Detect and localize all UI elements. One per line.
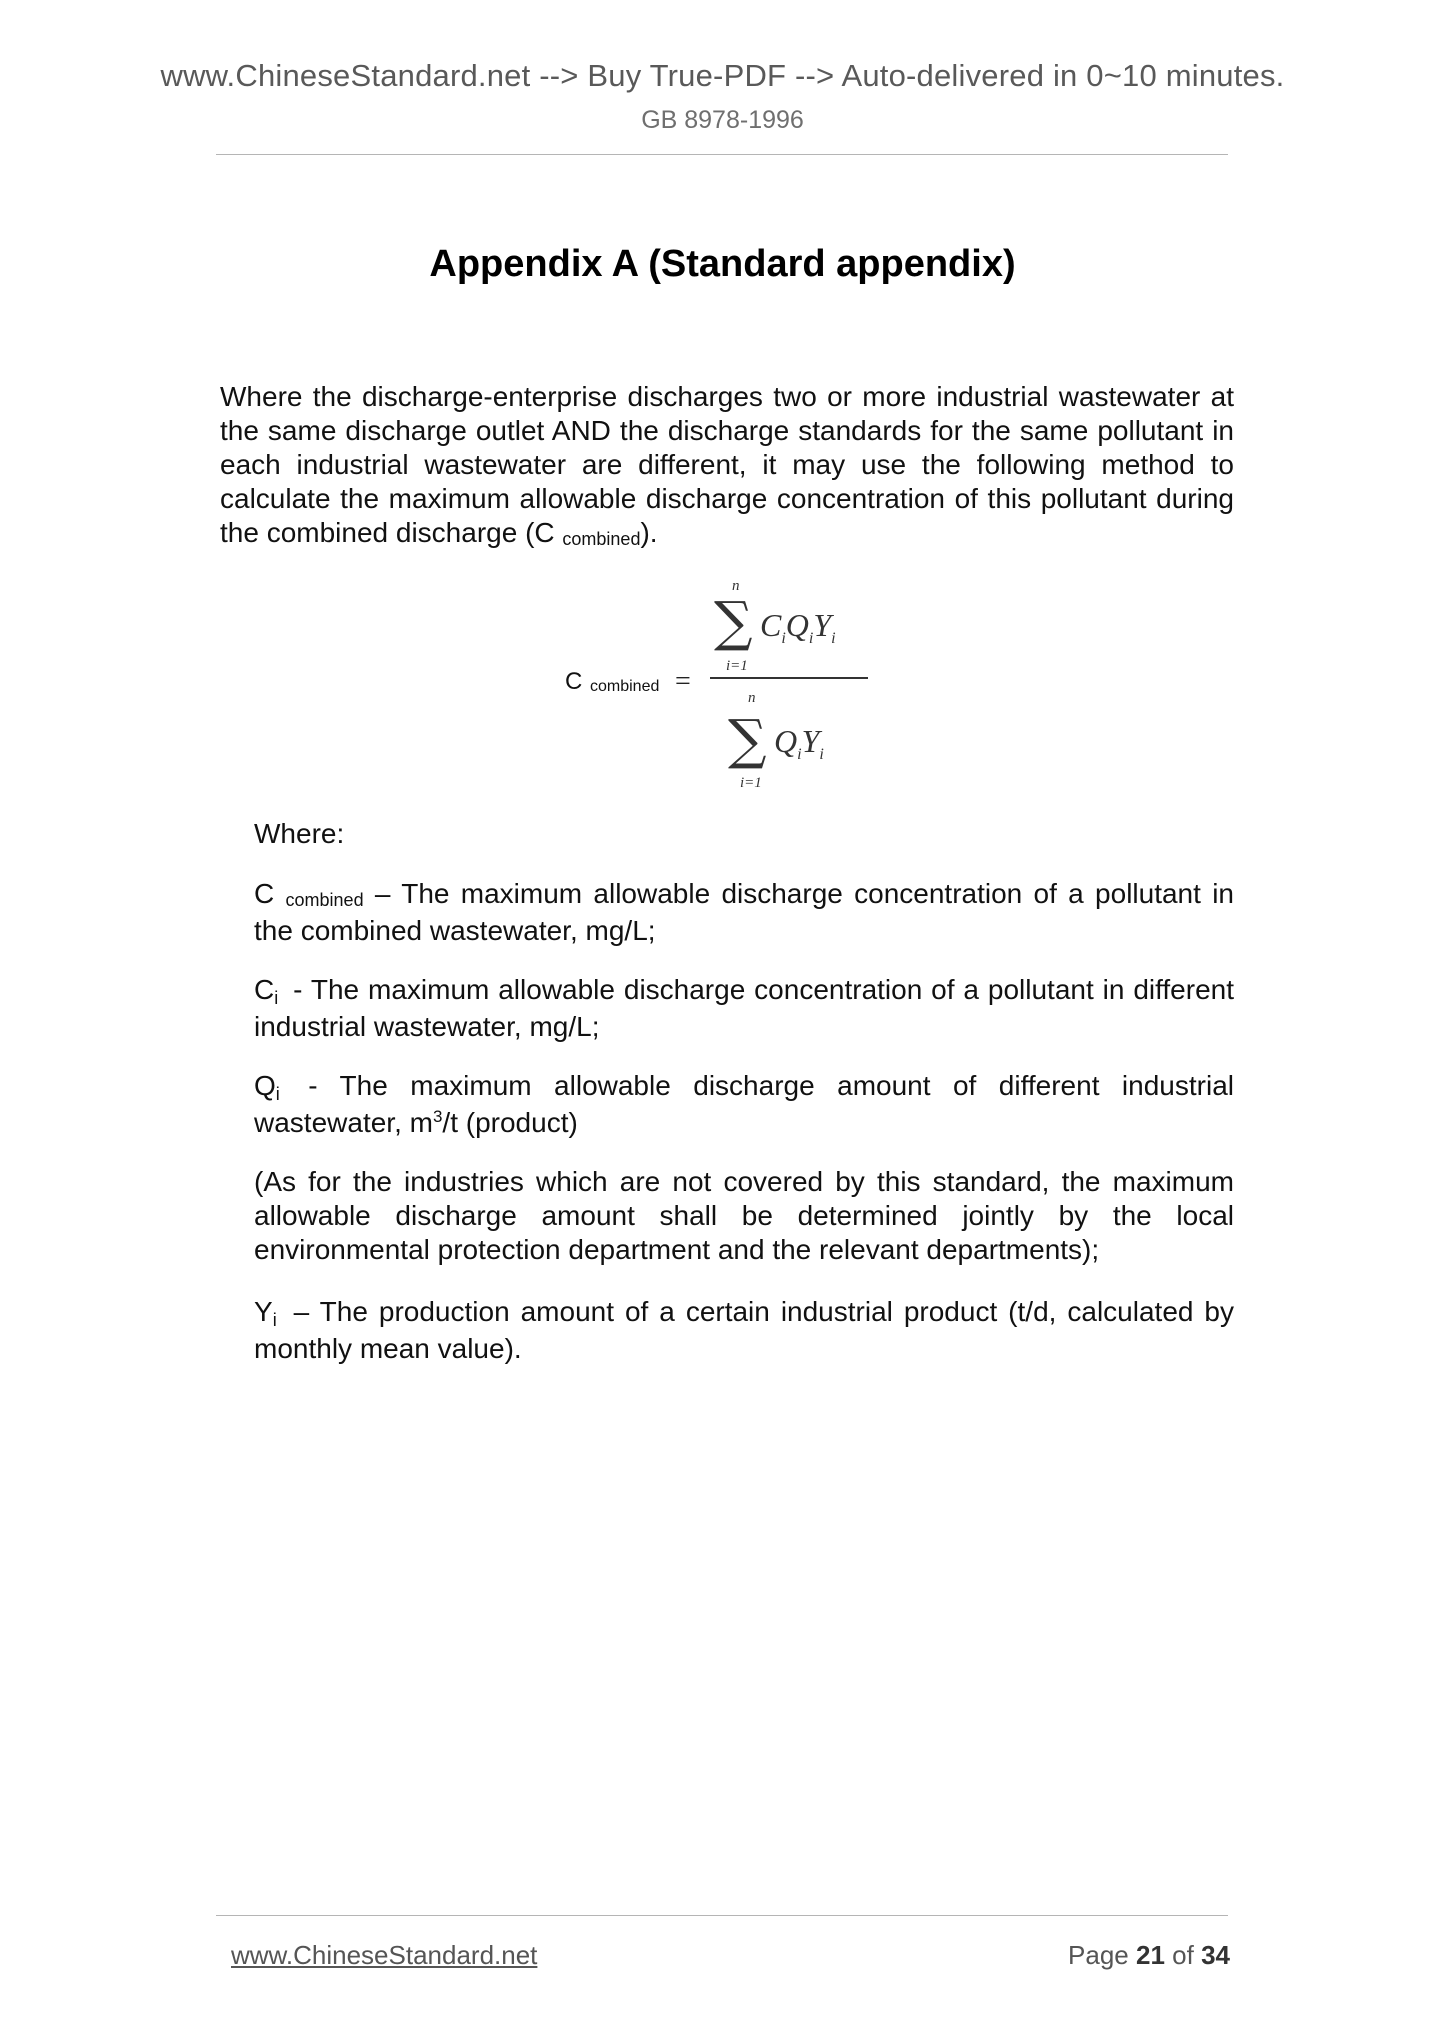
page-number bbox=[1068, 1940, 1230, 1971]
def-symbol: C bbox=[254, 974, 275, 1005]
def-subscript: i bbox=[275, 1084, 280, 1104]
def-subscript: i bbox=[272, 1310, 277, 1330]
header-divider bbox=[216, 154, 1228, 155]
document-code: GB 8978-1996 bbox=[641, 106, 804, 134]
def-subscript: i bbox=[274, 988, 279, 1008]
intro-close: ). bbox=[640, 517, 658, 548]
denominator-sigma: ∑ bbox=[728, 708, 767, 771]
def-symbol: Q bbox=[254, 1070, 276, 1101]
def-symbol: Y bbox=[254, 1296, 273, 1327]
def-superscript: 3 bbox=[432, 1107, 443, 1126]
where-label: Where: bbox=[254, 818, 345, 849]
footer-site-link[interactable]: www.ChineseStandard.net bbox=[231, 1940, 538, 1970]
combined-concentration-formula bbox=[540, 580, 960, 790]
def-text: – The production amount of a certain industrial product (t/d, calculated by monthly mean value). bbox=[254, 1296, 1234, 1364]
definition-yi bbox=[254, 1295, 1234, 1366]
total-pages: 34 bbox=[1201, 1940, 1230, 1970]
denominator-lower-limit: i=1 bbox=[740, 775, 762, 790]
current-page: 21 bbox=[1136, 1940, 1165, 1970]
header-banner: www.ChineseStandard.net --> Buy True-PDF --> Auto-delivered in 0~10 minutes. bbox=[160, 58, 1285, 93]
denominator-upper-limit: n bbox=[748, 690, 756, 706]
numerator-upper-limit: n bbox=[732, 580, 740, 594]
definition-ci bbox=[254, 973, 1234, 1044]
def-text: – The maximum allowable discharge concentration of a pollutant in the combined wastewater, mg/L; bbox=[254, 878, 1234, 946]
footer-divider bbox=[216, 1915, 1228, 1916]
denominator-terms: $Q_iY_i$ bbox=[774, 723, 824, 763]
def-symbol: C bbox=[254, 878, 275, 909]
intro-subscript: combined bbox=[562, 529, 641, 549]
numerator-terms: $C_iQ_iY_i$ bbox=[760, 607, 836, 647]
page-word: Page bbox=[1068, 1940, 1129, 1970]
def-subscript: combined bbox=[285, 890, 364, 910]
def-text: - The maximum allowable discharge concentration of a pollutant in different industrial wastewater, mg/L; bbox=[254, 974, 1235, 1042]
definition-c-combined bbox=[254, 877, 1234, 948]
numerator-lower-limit: i=1 bbox=[726, 658, 748, 674]
intro-text: Where the discharge-enterprise discharges two or more industrial wastewater at the same discharge outlet AND the discharge standards for the same pollutant in each industrial wastewater are different, it may use the following method to calculate the maximum allowable discharge concentration of this pollutant during the combined discharge (C bbox=[220, 381, 1234, 548]
of-word: of bbox=[1172, 1940, 1194, 1970]
def-text-tail: /t (product) bbox=[442, 1107, 578, 1138]
def-text: - The maximum allowable discharge amount of different industrial wastewater, m bbox=[254, 1070, 1234, 1138]
definition-qi bbox=[254, 1069, 1234, 1144]
definition-note: (As for the industries which are not covered by this standard, the maximum allowable discharge amount shall be determined jointly by the local environmental protection department and the relevant departments); bbox=[254, 1166, 1234, 1265]
formula-lhs-c: C bbox=[565, 668, 583, 695]
intro-paragraph bbox=[220, 380, 1234, 553]
formula-lhs-subscript: combined bbox=[590, 678, 660, 695]
numerator-sigma: ∑ bbox=[714, 590, 753, 653]
page-title: Appendix A (Standard appendix) bbox=[429, 243, 1016, 285]
formula-equals: = bbox=[675, 666, 691, 697]
